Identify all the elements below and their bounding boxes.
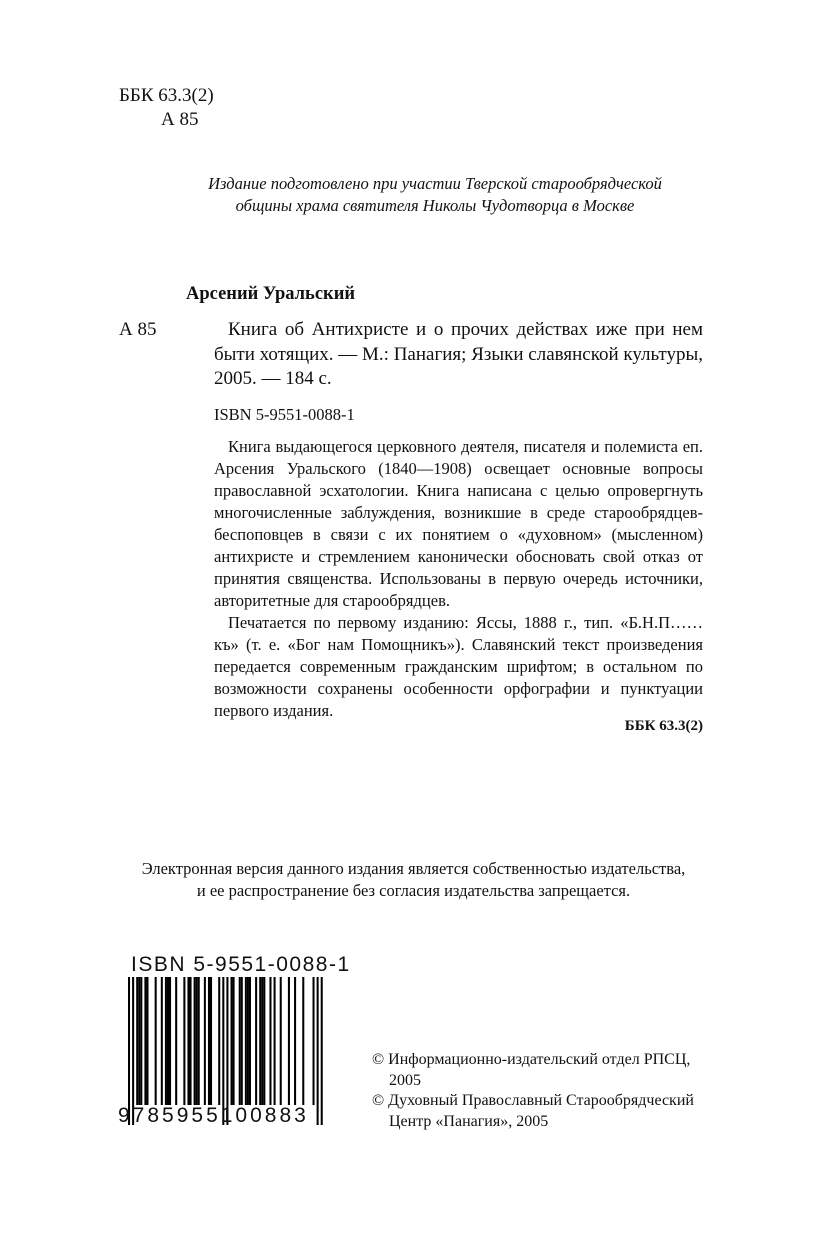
annotation-paragraph-2: Печатается по первому изданию: Яссы, 1888 г., тип. «Б.Н.П……къ» (т. е. «Бог нам Помощникъ»). Славянский текст произведения передается современным гражданским шрифтом; в остальном по возможности сохранены особенности орфографии и пунктуации первого издания. [214, 613, 703, 720]
barcode-guard-bar [222, 977, 224, 1125]
barcode-bar [196, 977, 198, 1105]
barcode-bar [241, 977, 243, 1105]
copyright-line-2: 2005 [389, 1071, 421, 1089]
barcode-guard-bar [226, 977, 228, 1125]
barcode-bar [269, 977, 271, 1105]
barcode-bar [187, 977, 189, 1105]
barcode-bar [190, 977, 192, 1105]
barcode-guard-bar [321, 977, 323, 1125]
barcode-bar [231, 977, 233, 1105]
bbk-classification-bottom: ББК 63.3(2) [624, 718, 703, 734]
barcode-bar [274, 977, 276, 1105]
barcode-bar [239, 977, 241, 1105]
annotation-paragraph-1: Книга выдающегося церковного деятеля, писателя и полемиста еп. Арсения Уральского (1840—1908) освещает основные вопросы православной эсхатологии. Книга написана с целью опровергнуть многочисленные заблуждения, возникшие в среде старообрядцев-беспоповцев в связи с их понятием о «духовном» (мысленном) антихристе и стремлением канонически обосновать свой отказ от принятия священства. Использованы в первую очередь источники, авторитетные для старообрядцев. [214, 437, 703, 610]
barcode-bar [144, 977, 146, 1105]
barcode-bar [255, 977, 257, 1105]
publisher-note [150, 173, 720, 217]
bibliographic-title: Книга об Антихристе и о прочих действах иже при нем быти хотящих. — М.: Панагия; Языки славянской культуры, 2005. — 184 с. [214, 319, 703, 389]
copyright-line-3: © Духовный Православный Старообрядческий [372, 1092, 694, 1109]
barcode-bar [138, 977, 140, 1105]
rights-line-2: и ее распространение без согласия издательства запрещается. [196, 881, 631, 900]
publisher-note-line-2: общины храма святителя Николы Чудотворца в Москве [235, 196, 635, 215]
barcode-bar [167, 977, 169, 1105]
annotation [214, 436, 703, 722]
barcode-bar [169, 977, 171, 1105]
author-name: Арсений Уральский [186, 284, 356, 304]
barcode-guard-bar [317, 977, 319, 1125]
barcode-bar [280, 977, 282, 1105]
barcode-bar [218, 977, 220, 1105]
barcode-bar [302, 977, 304, 1105]
barcode-bar [313, 977, 315, 1105]
barcode-bar [208, 977, 210, 1105]
barcode-bar [288, 977, 290, 1105]
barcode-bar [140, 977, 142, 1105]
copyright-line-4: Центр «Панагия», 2005 [389, 1112, 549, 1130]
copyright-line-1: © Информационно-издательский отдел РПСЦ, [372, 1051, 691, 1068]
barcode-bar [155, 977, 157, 1105]
barcode-bar [161, 977, 163, 1105]
author-mark: А 85 [161, 109, 199, 130]
bbk-classification-top [119, 84, 214, 132]
barcode-isbn-label: ISBN 5-9551-0088-1 [131, 953, 351, 976]
rights-notice [80, 858, 747, 902]
barcode-bar [146, 977, 148, 1105]
isbn-line: ISBN 5-9551-0088-1 [214, 405, 355, 424]
barcode-bar [249, 977, 251, 1105]
barcode-bar [183, 977, 185, 1105]
barcode-guard-bar [132, 977, 134, 1125]
barcode-bar [261, 977, 263, 1105]
barcode-bar [247, 977, 249, 1105]
barcode-bar [165, 977, 167, 1105]
barcode-bar [259, 977, 261, 1105]
barcode-bar [233, 977, 235, 1105]
barcode-digits: 9785955100883 [118, 1104, 309, 1127]
bbk-code: ББК 63.3(2) [119, 85, 214, 106]
author-code: А 85 [119, 319, 157, 340]
barcode-bar [263, 977, 265, 1105]
barcode-bar [294, 977, 296, 1105]
copyright-block [372, 1050, 732, 1132]
barcode-guard-bar [128, 977, 130, 1125]
barcode-bar [204, 977, 206, 1105]
barcode-bar [245, 977, 247, 1105]
barcode-bar [210, 977, 212, 1105]
barcode-bar [194, 977, 196, 1105]
barcode-bar [136, 977, 138, 1105]
barcode-bar [175, 977, 177, 1105]
barcode-bar [198, 977, 200, 1105]
rights-line-1: Электронная версия данного издания является собственностью издательства, [141, 859, 686, 878]
publisher-note-line-1: Издание подготовлено при участии Тверской старообрядческой [208, 174, 662, 193]
